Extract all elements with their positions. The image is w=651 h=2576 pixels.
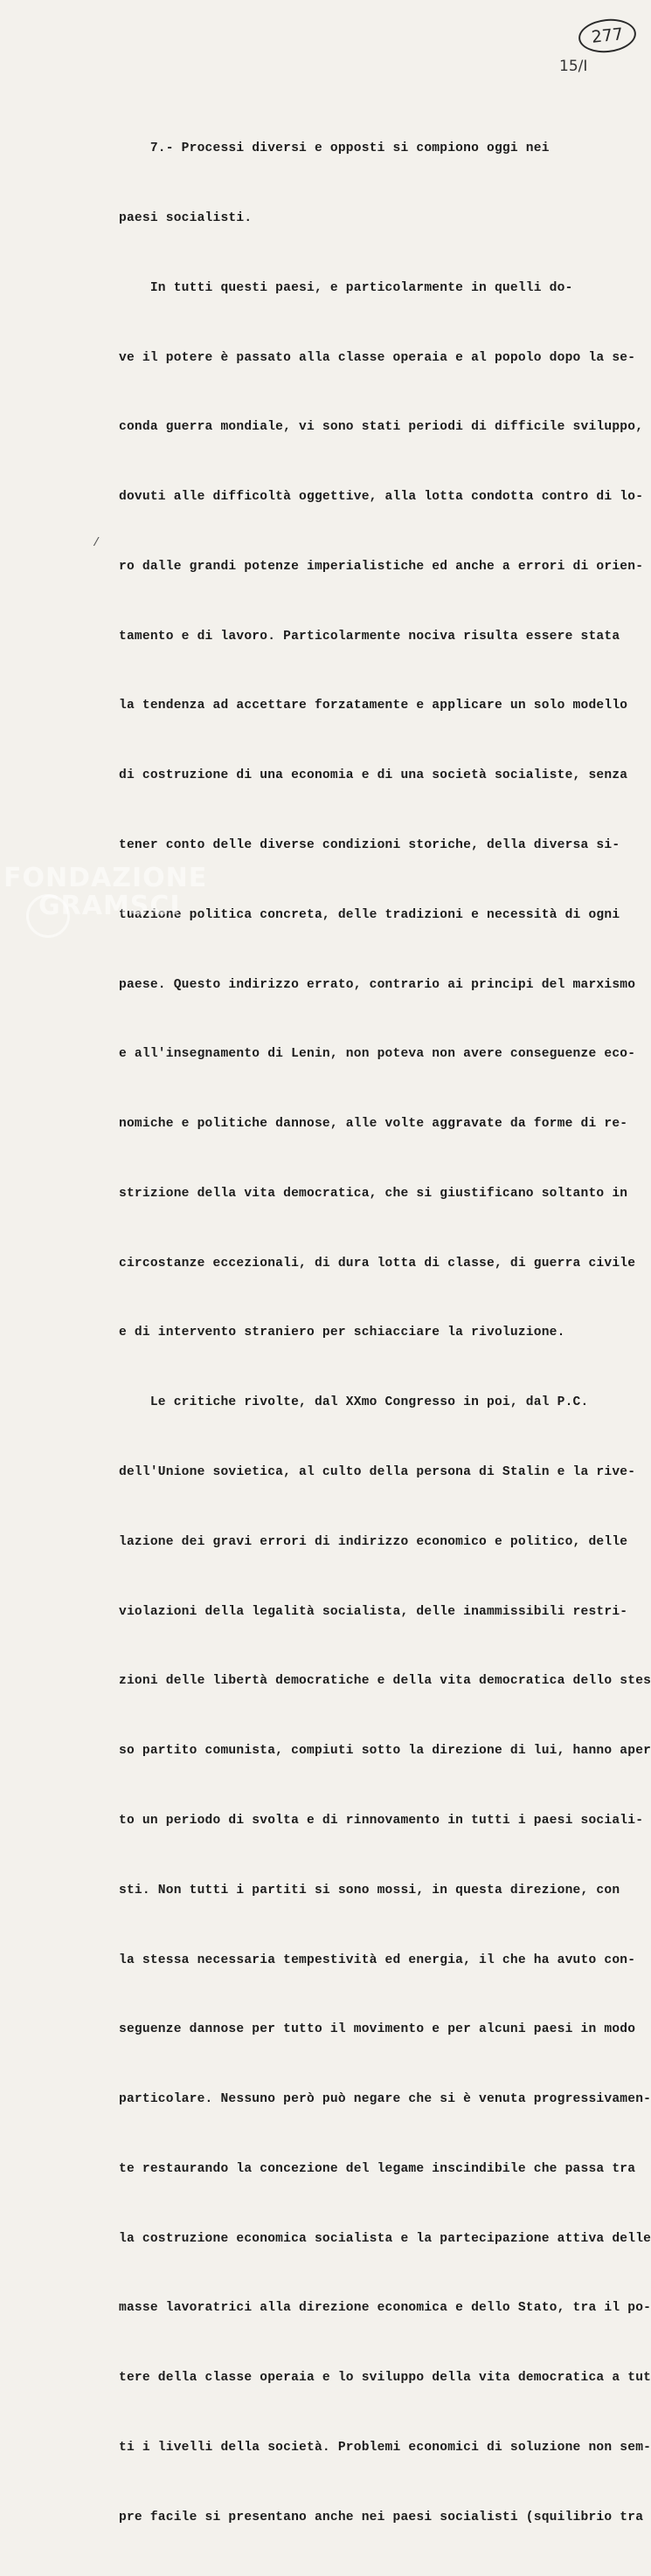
text-line: ro dalle grandi potenze imperialistiche ed anche a errori di orien-	[119, 559, 644, 574]
typed-text-body	[119, 91, 651, 2576]
text-line: so partito comunista, compiuti sotto la direzione di lui, hanno aper	[119, 1744, 651, 1759]
text-line: e di intervento straniero per schiacciare la rivoluzione.	[119, 1326, 565, 1340]
text-line: e all'insegnamento di Lenin, non poteva non avere conseguenze eco-	[119, 1047, 636, 1062]
text-line: tuazione politica concreta, delle tradizioni e necessità di ogni	[119, 907, 620, 922]
text-line: to un periodo di svolta e di rinnovamento in tutti i paesi sociali-	[119, 1813, 644, 1828]
text-line: di costruzione di una economia e di una società socialiste, senza	[119, 768, 628, 783]
text-line: dell'Unione sovietica, al culto della persona di Stalin e la rive-	[119, 1465, 636, 1480]
text-line: strizione della vita democratica, che si giustificano soltanto in	[119, 1186, 628, 1201]
text-line: particolare. Nessuno però può negare che si è venuta progressivamen-	[119, 2092, 651, 2107]
text-line: dovuti alle difficoltà oggettive, alla lotta condotta contro di lo-	[119, 490, 644, 505]
text-line: ve il potere è passato alla classe operaia e al popolo dopo la se-	[119, 350, 636, 365]
text-line: nomiche e politiche dannose, alle volte aggravate da forme di re-	[119, 1117, 628, 1132]
watermark-line-2: GRAMSCI	[38, 891, 181, 921]
watermark	[3, 864, 207, 920]
text-line: la tendenza ad accettare forzatamente e applicare un solo modello	[119, 699, 628, 713]
text-line: paese. Questo indirizzo errato, contrario ai principi del marxismo	[119, 977, 636, 992]
text-line: sti. Non tutti i partiti si sono mossi, in questa direzione, con	[119, 1883, 620, 1898]
text-line: tere della classe operaia e lo sviluppo della vita democratica a tut	[119, 2371, 651, 2386]
text-line: la costruzione economica socialista e la partecipazione attiva delle	[119, 2231, 651, 2246]
margin-mark: /	[93, 536, 100, 550]
text-line: conda guerra mondiale, vi sono stati periodi di difficile sviluppo,	[119, 420, 644, 435]
text-line: violazioni della legalità socialista, delle inammissibili restri-	[119, 1604, 628, 1619]
text-line: lazione dei gravi errori di indirizzo economico e politico, delle	[119, 1534, 628, 1549]
text-line: la stessa necessaria tempestività ed energia, il che ha avuto con-	[119, 1953, 636, 1967]
text-line: tener conto delle diverse condizioni storiche, della diversa si-	[119, 838, 620, 852]
text-line: Le critiche rivolte, dal XXmo Congresso in poi, dal P.C.	[119, 1395, 589, 1410]
text-line: seguenze dannose per tutto il movimento e per alcuni paesi in modo	[119, 2022, 636, 2037]
watermark-line-1: FONDAZIONE	[3, 863, 208, 893]
text-line: paesi socialisti.	[119, 210, 253, 225]
text-line: masse lavoratrici alla direzione economica e dello Stato, tra il po-	[119, 2301, 651, 2316]
text-line: pre facile si presentano anche nei paesi socialisti (squilibrio tra	[119, 2510, 644, 2524]
text-line: circostanze eccezionali, di dura lotta di classe, di guerra civile	[119, 1256, 636, 1271]
archive-stamp-number: 277	[590, 24, 625, 47]
text-line: tamento e di lavoro. Particolarmente nociva risulta essere stata	[119, 629, 620, 644]
page-reference: 15/I	[559, 58, 588, 75]
text-line: ti i livelli della società. Problemi economici di soluzione non sem-	[119, 2440, 651, 2455]
text-line: In tutti questi paesi, e particolarmente in quelli do-	[119, 280, 573, 295]
text-line: te restaurando la concezione del legame inscindibile che passa tra	[119, 2161, 636, 2176]
archive-stamp	[577, 17, 638, 56]
text-line: 7.- Processi diversi e opposti si compiono oggi nei	[119, 141, 550, 156]
text-line: zioni delle libertà democratiche e della vita democratica dello stes	[119, 1674, 651, 1689]
